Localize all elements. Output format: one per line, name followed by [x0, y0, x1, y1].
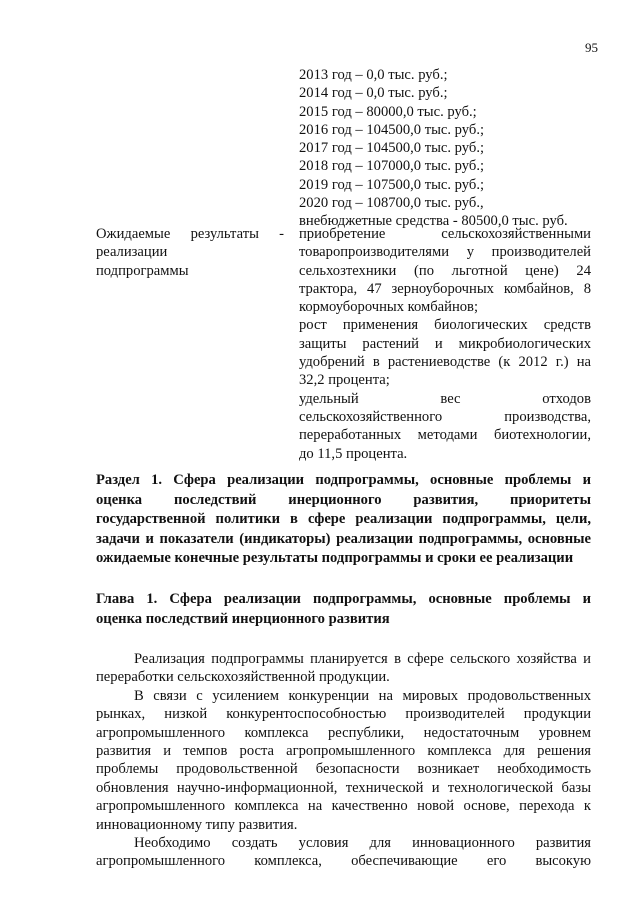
paragraph-line: рынках, низкой конкурентоспособностью производителей продукции — [96, 706, 591, 723]
result-line: трактора, 47 зерноуборочных комбайнов, 8 — [299, 280, 591, 297]
result-line: сельскохозяйственного производства, — [299, 408, 591, 425]
paragraph-line: Необходимо создать условия для инновационного развития — [134, 835, 591, 852]
financing-line: 2013 год – 0,0 тыс. руб.; — [299, 67, 448, 83]
paragraph-line: агропромышленного комплекса на качественно новой основе, перехода к — [96, 798, 591, 815]
result-line: рост применения биологических средств — [299, 317, 591, 334]
financing-line: внебюджетные средства - 80500,0 тыс. руб. — [299, 213, 568, 230]
heading-line: государственной политики в сфере реализации подпрограммы, цели, — [96, 511, 591, 527]
result-line: удельный вес отходов — [299, 390, 591, 407]
paragraph-line: Реализация подпрограммы планируется в сфере сельского хозяйства и — [134, 651, 591, 667]
label-line: Ожидаемые результаты - — [96, 226, 284, 242]
financing-line: 2014 год – 0,0 тыс. руб.; — [299, 85, 448, 102]
paragraph-line: проблемы продовольственной безопасности возникает необходимость — [96, 761, 591, 778]
label-line: реализации — [96, 244, 168, 261]
paragraph-line: развития и темпов роста агропромышленного комплекса для решения — [96, 743, 591, 760]
heading-line: Глава 1. Сфера реализации подпрограммы, основные проблемы и — [96, 591, 591, 607]
paragraph-line: переработки сельскохозяйственной продукции. — [96, 669, 390, 686]
financing-line: 2020 год – 108700,0 тыс. руб., — [299, 195, 484, 212]
result-line: до 11,5 процента. — [299, 445, 408, 462]
result-line: товаропроизводителями у производителей — [299, 244, 591, 261]
heading-line: ожидаемые конечные результаты подпрограммы и сроки ее реализации — [96, 550, 574, 566]
result-line: сельхозтехники (по льготной цене) 24 — [299, 262, 591, 279]
heading-line: оценка последствий инерционного развития — [96, 610, 390, 627]
expected-results-value — [299, 225, 591, 463]
result-line: кормоуборочных комбайнов; — [299, 299, 479, 316]
expected-results-label — [96, 225, 284, 280]
body-text — [96, 650, 591, 871]
heading-line: задачи и показатели (индикаторы) реализации подпрограммы, основные — [96, 530, 591, 547]
result-line: 32,2 процента; — [299, 372, 390, 389]
label-line: подпрограммы — [96, 262, 189, 279]
chapter-heading — [96, 590, 591, 629]
result-line: защиты растений и микробиологических — [299, 335, 591, 352]
heading-line: оценка последствий инерционного развития, приоритеты — [96, 491, 591, 508]
paragraph-line: В связи с усилением конкуренции на мировых продовольственных — [134, 687, 591, 704]
heading-line: Раздел 1. Сфера реализации подпрограммы, основные проблемы и — [96, 472, 591, 488]
page-number: 95 — [585, 40, 598, 55]
paragraph-line: агропромышленного комплекса республики, недостаточным уровнем — [96, 724, 591, 741]
paragraph-line: обновления научно-информационной, технической и технологической базы — [96, 779, 591, 796]
section-heading — [96, 471, 591, 569]
result-line: удобрений в растениеводстве (к 2012 г.) на — [299, 354, 591, 371]
result-line: приобретение сельскохозяйственными — [299, 226, 591, 242]
financing-line: 2017 год – 104500,0 тыс. руб.; — [299, 140, 485, 157]
financing-line: 2015 год – 80000,0 тыс. руб.; — [299, 103, 477, 120]
financing-line: 2018 год – 107000,0 тыс. руб.; — [299, 158, 485, 175]
financing-by-year — [299, 66, 591, 231]
paragraph-line: инновационному типу развития. — [96, 816, 298, 833]
financing-line: 2016 год – 104500,0 тыс. руб.; — [299, 121, 485, 138]
result-line: переработанных методами биотехнологии, — [299, 427, 591, 444]
paragraph-line: агропромышленного комплекса, обеспечивающие его высокую — [96, 853, 591, 870]
financing-line: 2019 год – 107500,0 тыс. руб.; — [299, 176, 485, 193]
